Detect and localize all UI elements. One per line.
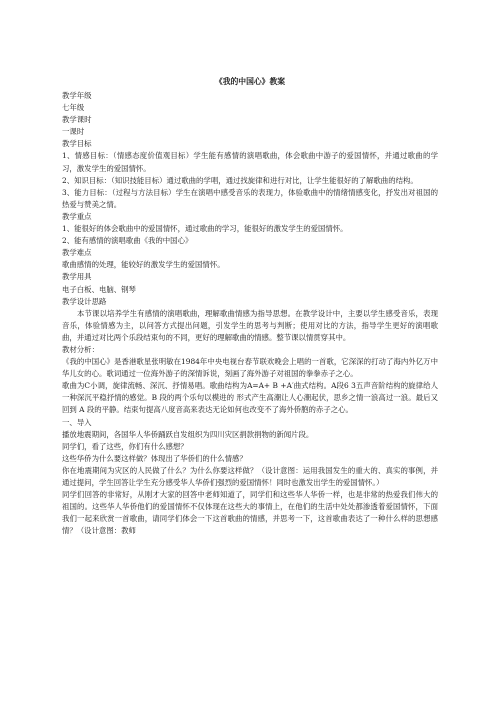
- text-line: 教学难点: [62, 248, 92, 258]
- document-body: [62, 90, 438, 537]
- paragraph: 本节课以培养学生有感情的演唱歌曲，理解歌曲情感为指导思想。在教学设计中，主要以学生感受音乐，表现音乐，体验情感为主，以问答方式提出问题，引发学生的思考与判断；使用对比的方法，指导学生更好的演唱歌曲，并通过对比两个乐段结束句的不同，更好的理解歌曲的情感。整节课以情贯穿其中。: [62, 308, 438, 342]
- text-line: 七年级: [62, 103, 85, 113]
- text-line: 教学课时: [62, 115, 92, 125]
- document-title: 《我的中国心》教案: [214, 77, 286, 86]
- text-line: 歌曲感情的处理，能较好的激发学生的爱国情怀。: [62, 260, 225, 270]
- text-line: 播放地震期间，各国华人华侨踊跃自发组织为四川灾区捐款捐物的新闻片段。: [62, 429, 314, 439]
- text-line: 教学设计思路: [62, 296, 107, 306]
- text-line: 教学目标: [62, 139, 92, 149]
- text-line: 教材分析：: [62, 344, 99, 354]
- paragraph: 3、能力目标：（过程与方法目标）学生在演唱中感受音乐的表现力，体验歌曲中的情绪情感变化，抒发出对祖国的热爱与赞美之情。: [62, 187, 438, 209]
- text-line: 一课时: [62, 127, 85, 137]
- paragraph: 1、情感目标：（情感态度价值观目标）学生能有感情的演唱歌曲，体会歌曲中游子的爱国情怀，并通过歌曲的学习，激发学生的爱国情怀。: [62, 151, 438, 173]
- paragraph: 歌曲为C小调，旋律流畅、深沉、抒情易唱。歌曲结构为A=A+ B +A′曲式结构。A段6 3五声音阶结构的旋律给人一种深沉平稳抒情的感觉。B 段的两个乐句以模进的 形式产生高潮让人心潮起伏，思乡之情一浪高过一浪。最后又回到 A 段的平静。结束句提高八度音高来表达无论如何也改变不了海外侨胞的赤子之心。: [62, 381, 438, 415]
- text-line: 2、能有感情的演唱歌曲《我的中国心》: [62, 236, 193, 246]
- text-line: 一、导入: [62, 417, 92, 427]
- paragraph: 同学们回答的非常好，从刚才大家的回答中老师知道了，同学们和这些华人华侨一样，也是非常的热爱我们伟大的祖国的。这些华人华侨他们的爱国情怀不仅体现在这些大的事情上，在他们的生活中处处都渗透着爱国情怀，下面我们一起来欣赏一首歌曲，请同学们体会一下这首歌曲的情感，并思考一下，这首歌曲表达了一种什么样的思想感情？（设计意图：教师: [62, 490, 438, 536]
- text-line: 同学们，看了这些，你们有什么感想？: [62, 441, 188, 451]
- paragraph: 《我的中国心》是香港歌星张明敏在1984年中央电视台春节联欢晚会上唱的一首歌，它深深的打动了海内外亿万中华儿女的心。歌词通过一位海外游子的深情诉说，刻画了海外游子对祖国的拳拳赤子之心。: [62, 357, 438, 379]
- text-line: 电子白板、电脑、钢琴: [62, 284, 136, 294]
- text-line: 教学年级: [62, 91, 92, 100]
- paragraph: 2、知识目标：（知识技能目标）通过歌曲的学唱，通过找旋律和进行对比，让学生能很好的了解歌曲的结构。: [62, 175, 418, 185]
- paragraph: 你在地震期间为灾区的人民做了什么？为什么你要这样做？（设计意图：运用我国发生的重大的、真实的事例，并通过提问，学生回答让学生充分感受华人华侨们强烈的爱国情怀！同时也激发出学生的爱国情怀。）: [62, 465, 438, 487]
- text-line: 这些华侨为什么要这样做？体现出了华侨们的什么情感？: [62, 453, 247, 463]
- text-line: 1、能很好的体会歌曲中的爱国情怀，通过歌曲的学习，能很好的激发学生的爱国情怀。: [62, 224, 348, 234]
- text-line: 教学重点: [62, 211, 92, 221]
- text-line: 教学用具: [62, 272, 92, 282]
